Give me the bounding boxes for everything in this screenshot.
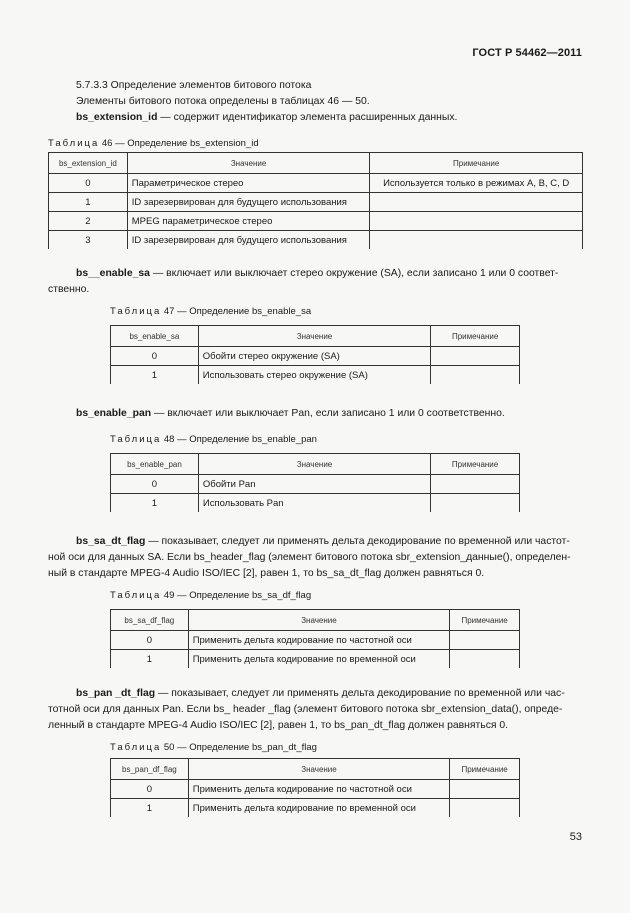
section-heading: 5.7.3.3 Определение элементов битового потока xyxy=(76,80,312,91)
cell: Параметрическое стерео xyxy=(127,174,370,193)
table-46 xyxy=(48,152,583,249)
sa-dt-flag-definition xyxy=(76,534,570,550)
cell: 1 xyxy=(49,193,128,212)
pan-dt-flag-definition xyxy=(76,686,565,702)
enable-sa-definition xyxy=(76,266,558,282)
header-cell: Значение xyxy=(127,153,370,174)
cell xyxy=(450,799,520,818)
enable-sa-continuation: ственно. xyxy=(48,284,90,295)
cell: ID зарезервирован для будущего использования xyxy=(127,193,370,212)
caption-text: 48 — Определение bs_enable_pan xyxy=(163,434,317,445)
table-48 xyxy=(110,453,520,512)
table-46-caption xyxy=(48,138,259,149)
term: bs_pan _dt_flag xyxy=(76,688,156,699)
cell: 1 xyxy=(111,799,189,818)
cell: Использовать Pan xyxy=(198,494,430,513)
table-50-caption xyxy=(110,742,317,753)
table-row xyxy=(49,231,583,250)
caption-word: Таблица xyxy=(110,590,162,601)
cell xyxy=(431,347,520,366)
cell: 0 xyxy=(111,631,189,650)
table-49 xyxy=(110,609,520,668)
table-row xyxy=(111,347,520,366)
cell: 0 xyxy=(111,780,189,799)
term: bs_extension_id xyxy=(76,112,158,123)
cell: 0 xyxy=(49,174,128,193)
cell: 1 xyxy=(111,650,189,669)
header-cell: Примечание xyxy=(370,153,583,174)
cell: 1 xyxy=(111,494,199,513)
term-desc: — показывает, следует ли применять дельта декодирование по временной или частот- xyxy=(145,536,570,547)
header-cell: Примечание xyxy=(450,759,520,780)
header-cell: Примечание xyxy=(450,610,520,631)
table-row xyxy=(49,174,583,193)
cell xyxy=(431,494,520,513)
ext-id-definition xyxy=(76,110,457,126)
term: bs_sa_dt_flag xyxy=(76,536,146,547)
cell: 1 xyxy=(111,366,199,385)
header-cell: bs_pan_df_flag xyxy=(111,759,189,780)
header-cell: bs_enable_sa xyxy=(111,326,199,347)
term-desc: — включает или выключает Pan, если записано 1 или 0 соответственно. xyxy=(151,408,505,419)
caption-text: 49 — Определение bs_sa_df_flag xyxy=(163,590,312,601)
caption-text: 50 — Определение bs_pan_dt_flag xyxy=(163,742,317,753)
intro-line: Элементы битового потока определены в таблицах 46 — 50. xyxy=(76,96,370,107)
caption-text: 47 — Определение bs_enable_sa xyxy=(163,306,312,317)
cell xyxy=(450,631,520,650)
cell xyxy=(431,366,520,385)
cell: Использовать стерео окружение (SA) xyxy=(198,366,431,385)
cell: 0 xyxy=(111,475,199,494)
cell: Применить дельта кодирование по временной оси xyxy=(188,650,450,669)
sa-dt-flag-line-3: ный в стандарте MPEG-4 Audio ISO/IEC [2], равен 1, то bs_sa_dt_flag должен равняться 0. xyxy=(48,568,485,579)
table-47-caption xyxy=(110,306,311,317)
cell: Применить дельта кодирование по временной оси xyxy=(188,799,449,818)
table-row xyxy=(111,780,520,799)
term: bs_enable_pan xyxy=(76,408,152,419)
header-cell: Значение xyxy=(198,326,431,347)
table-row xyxy=(111,650,520,669)
sa-dt-flag-line-2: ной оси для данных SA. Если bs_header_flag (элемент битового потока sbr_extension_данные(), определен- xyxy=(48,552,571,563)
cell: Применить дельта кодирование по частотной оси xyxy=(188,780,449,799)
header-cell: Примечание xyxy=(431,326,520,347)
table-50 xyxy=(110,758,520,817)
table-header-row xyxy=(111,326,520,347)
cell xyxy=(370,193,583,212)
cell: Применить дельта кодирование по частотной оси xyxy=(188,631,450,650)
pan-dt-flag-line-2: тотной оси для данных Pan. Если bs_ header _flag (элемент битового потока sbr_extension_data(), опреде- xyxy=(48,704,563,715)
table-header-row xyxy=(49,153,583,174)
cell xyxy=(450,780,520,799)
table-header-row xyxy=(111,454,520,475)
header-cell: bs_enable_pan xyxy=(111,454,199,475)
cell: Обойти стерео окружение (SA) xyxy=(198,347,431,366)
cell: Используется только в режимах A, B, C, D xyxy=(370,174,583,193)
term: bs__enable_sa xyxy=(76,268,150,279)
caption-word: Таблица xyxy=(110,306,162,317)
page-number: 53 xyxy=(569,831,582,843)
term-desc: — содержит идентификатор элемента расширенных данных. xyxy=(157,112,458,123)
cell xyxy=(370,231,583,250)
cell: MPEG параметрическое стерео xyxy=(127,212,370,231)
caption-word: Таблица xyxy=(110,434,162,445)
term-desc: — включает или выключает стерео окружение (SA), если записано 1 или 0 соответ- xyxy=(149,268,559,279)
table-47 xyxy=(110,325,520,384)
document-header: ГОСТ Р 54462—2011 xyxy=(472,47,582,59)
table-row xyxy=(111,475,520,494)
cell xyxy=(450,650,520,669)
caption-word: Таблица xyxy=(48,138,100,149)
caption-text: 46 — Определение bs_extension_id xyxy=(101,138,259,149)
header-cell: Примечание xyxy=(431,454,520,475)
header-cell: bs_extension_id xyxy=(49,153,128,174)
cell: 2 xyxy=(49,212,128,231)
table-row xyxy=(111,631,520,650)
table-header-row xyxy=(111,759,520,780)
table-row xyxy=(111,799,520,818)
term-desc: — показывает, следует ли применять дельта декодирование по временной или час- xyxy=(155,688,565,699)
cell xyxy=(370,212,583,231)
table-row xyxy=(111,494,520,513)
table-49-caption xyxy=(110,590,311,601)
pan-dt-flag-line-3: ленный в стандарте MPEG-4 Audio ISO/IEC [2], равен 1, то bs_pan_dt_flag должен равняться 0. xyxy=(48,720,509,731)
cell: 3 xyxy=(49,231,128,250)
table-row xyxy=(111,366,520,385)
header-cell: Значение xyxy=(188,610,450,631)
table-48-caption xyxy=(110,434,317,445)
cell: ID зарезервирован для будущего использования xyxy=(127,231,370,250)
cell xyxy=(431,475,520,494)
header-cell: Значение xyxy=(188,759,449,780)
cell: Обойти Pan xyxy=(198,475,430,494)
table-row xyxy=(49,212,583,231)
header-cell: Значение xyxy=(198,454,430,475)
cell: 0 xyxy=(111,347,199,366)
header-cell: bs_sa_df_flag xyxy=(111,610,189,631)
caption-word: Таблица xyxy=(110,742,162,753)
table-header-row xyxy=(111,610,520,631)
table-row xyxy=(49,193,583,212)
enable-pan-definition xyxy=(76,406,505,422)
